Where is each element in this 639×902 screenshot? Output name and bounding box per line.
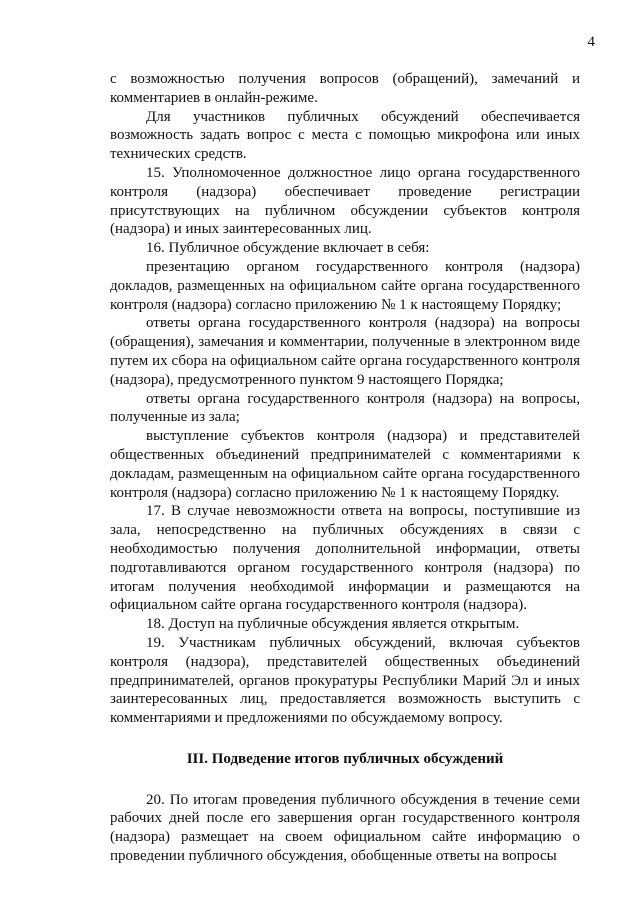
paragraph: ответы органа государственного контроля (надзора) на вопросы (обращения), замечания и комментарии, полученные в электронном виде путем их сбора на официальном сайте органа государственного контроля (надзора), предусмотренного пунктом 9 настоящего Порядка; [110,315,580,388]
paragraph: Для участников публичных обсуждений обеспечивается возможность задать вопрос с места с помощью микрофона или иных технических средств. [110,108,580,163]
section-heading: III. Подведение итогов публичных обсуждений [186,750,504,767]
paragraph-item-16: 16. Публичное обсуждение включает в себя: [146,240,430,257]
paragraph-item-19: 19. Участникам публичных обсуждений, включая субъектов контроля (надзора), представителей общественных объединений предпринимателей, органов прокуратуры Республики Марий Эл и иных заинтересованных лиц, предоставляется возможность выступить с комментариями и предложениями по обсуждаемому вопросу. [110,634,580,727]
document-body [110,70,580,866]
paragraph: презентацию органом государственного контроля (надзора) докладов, размещенных на официальном сайте органа государственного контроля (надзора) согласно приложению № 1 к настоящему Порядку; [110,258,580,313]
paragraph: выступление субъектов контроля (надзора) и представителей общественных объединений предпринимателей с комментариями к докладам, размещенным на официальном сайте органа государственного контроля (надзора) согласно приложению № 1 к настоящему Порядку. [110,428,580,501]
paragraph: с возможностью получения вопросов (обращений), замечаний и комментариев в онлайн-режиме. [110,71,580,106]
paragraph-item-20: 20. По итогам проведения публичного обсуждения в течение семи рабочих дней после его завершения орган государственного контроля (надзора) размещает на своем официальном сайте информацию о проведении публичного обсуждения, обобщенные ответы на вопросы [110,791,580,865]
page-number: 4 [587,34,595,50]
paragraph-item-18: 18. Доступ на публичные обсуждения является открытым. [146,616,520,633]
paragraph-item-17: 17. В случае невозможности ответа на вопросы, поступившие из зала, непосредственно на публичных обсуждениях в связи с необходимостью получения дополнительной информации, ответы подготавливаются органом государственного контроля (надзора) по итогам получения необходимой информации и размещаются на официальном сайте органа государственного контроля (надзора). [110,503,580,614]
paragraph-item-15: 15. Уполномоченное должностное лицо органа государственного контроля (надзора) обеспечивает проведение регистрации присутствующих на публичном обсуждении субъектов контроля (надзора) и иных заинтересованных лиц. [110,164,580,238]
paragraph: ответы органа государственного контроля (надзора) на вопросы, полученные из зала; [110,390,580,426]
